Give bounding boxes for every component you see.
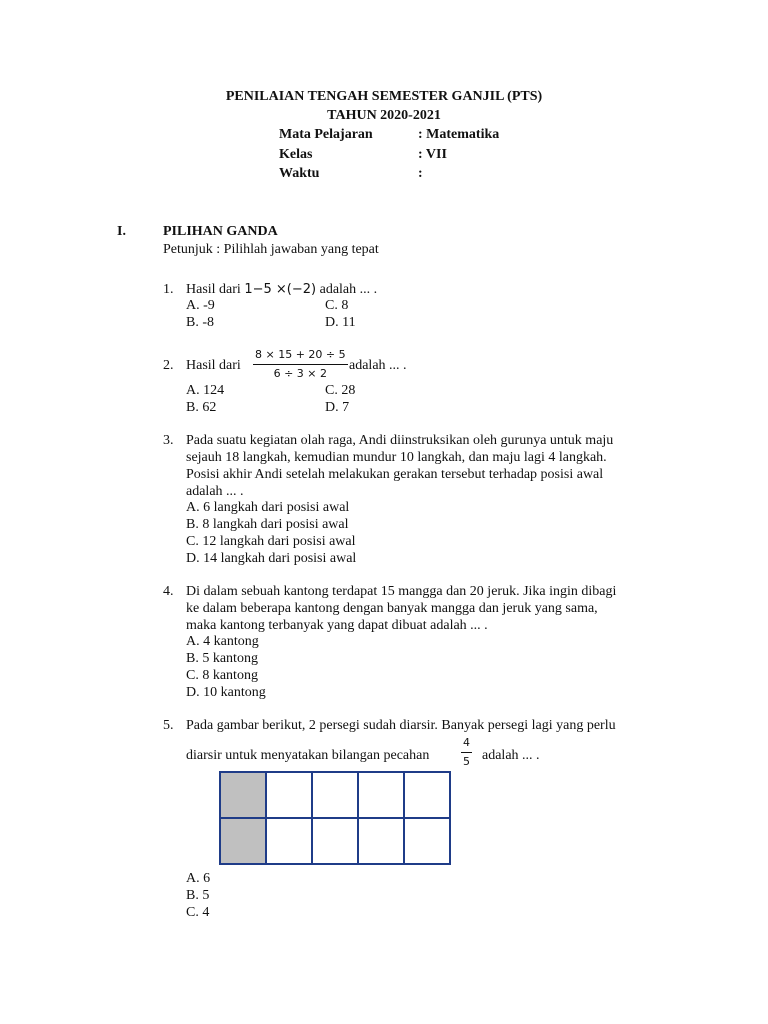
- option: D. 14 langkah dari posisi awal: [186, 551, 357, 566]
- fraction-expression: [253, 348, 348, 381]
- question-text: adalah ... .: [482, 748, 540, 763]
- exam-title: PENILAIAN TENGAH SEMESTER GANJIL (PTS): [225, 89, 543, 104]
- question-number: 4.: [163, 584, 174, 599]
- meta-value: : VII: [418, 147, 447, 162]
- option: A. 6: [186, 871, 211, 886]
- question-1-stem: [186, 282, 377, 298]
- section-title: PILIHAN GANDA: [163, 224, 278, 239]
- question-text: diarsir untuk menyatakan bilangan pecahan: [186, 748, 430, 763]
- exam-year: TAHUN 2020-2021: [327, 108, 441, 123]
- question-number: 2.: [163, 358, 174, 373]
- fraction: [253, 348, 348, 381]
- section-instruction: Petunjuk : Pilihlah jawaban yang tepat: [163, 242, 379, 257]
- meta-row-class: [279, 147, 447, 163]
- section-number: I.: [117, 224, 126, 239]
- option: D. 10 kantong: [186, 685, 266, 700]
- question-line: Pada suatu kegiatan olah raga, Andi diinstruksikan oleh gurunya untuk maju: [186, 433, 614, 448]
- question-line: maka kantong terbanyak yang dapat dibuat adalah ... .: [186, 618, 488, 633]
- question-line: Posisi akhir Andi setelah melakukan gerakan tersebut terhadap posisi awal: [186, 467, 604, 482]
- question-line: ke dalam beberapa kantong dengan banyak mangga dan jeruk yang sama,: [186, 601, 598, 616]
- option: B. -8: [186, 315, 214, 330]
- shaded-squares-grid: [219, 771, 451, 865]
- option: A. -9: [186, 298, 215, 313]
- option: B. 5 kantong: [186, 651, 258, 666]
- fraction-expression: [461, 736, 472, 769]
- question-line: Di dalam sebuah kantong terdapat 15 mangga dan 20 jeruk. Jika ingin dibagi: [186, 584, 617, 599]
- grid-cell: [266, 818, 312, 864]
- option: B. 62: [186, 400, 217, 415]
- grid-cell: [404, 818, 450, 864]
- option: D. 11: [325, 315, 356, 330]
- option: B. 8 langkah dari posisi awal: [186, 517, 349, 532]
- grid-cell: [404, 772, 450, 818]
- grid-cell: [266, 772, 312, 818]
- option: C. 8 kantong: [186, 668, 258, 683]
- fraction-numerator: 4: [461, 736, 472, 753]
- math-expression: 1−5 ×(−2): [244, 282, 317, 297]
- option: A. 124: [186, 383, 225, 398]
- fraction-numerator: 8 × 15 + 20 ÷ 5: [253, 348, 348, 365]
- meta-row-time: [279, 166, 423, 182]
- question-text: Hasil dari: [186, 358, 241, 373]
- option: A. 4 kantong: [186, 634, 259, 649]
- fraction-denominator: 6 ÷ 3 × 2: [273, 367, 328, 380]
- option: D. 7: [325, 400, 350, 415]
- question-line: Pada gambar berikut, 2 persegi sudah diarsir. Banyak persegi lagi yang perlu: [186, 718, 616, 733]
- question-line: sejauh 18 langkah, kemudian mundur 10 langkah, dan maju lagi 4 langkah.: [186, 450, 607, 465]
- option: C. 28: [325, 383, 356, 398]
- question-number: 3.: [163, 433, 174, 448]
- grid-cell: [358, 818, 404, 864]
- question-line: adalah ... .: [186, 484, 244, 499]
- grid-cell: [312, 772, 358, 818]
- grid-cell: [312, 818, 358, 864]
- option: C. 4: [186, 905, 210, 920]
- meta-row-subject: [279, 127, 499, 143]
- meta-value: : Matematika: [418, 127, 500, 142]
- meta-label: Mata Pelajaran: [279, 127, 373, 142]
- question-text: adalah ... .: [349, 358, 407, 373]
- meta-label: Kelas: [279, 147, 313, 162]
- option: C. 12 langkah dari posisi awal: [186, 534, 356, 549]
- question-number: 5.: [163, 718, 174, 733]
- fraction: [461, 736, 472, 769]
- grid-cell-shaded: [220, 772, 266, 818]
- meta-value: :: [418, 166, 423, 181]
- meta-label: Waktu: [279, 166, 320, 181]
- option: C. 8: [325, 298, 349, 313]
- fraction-denominator: 5: [463, 755, 470, 768]
- question-text: Hasil dari: [186, 282, 241, 297]
- question-number: 1.: [163, 282, 174, 297]
- grid-cell-shaded: [220, 818, 266, 864]
- option: B. 5: [186, 888, 210, 903]
- grid-cell: [358, 772, 404, 818]
- option: A. 6 langkah dari posisi awal: [186, 500, 350, 515]
- question-text: adalah ... .: [319, 282, 378, 297]
